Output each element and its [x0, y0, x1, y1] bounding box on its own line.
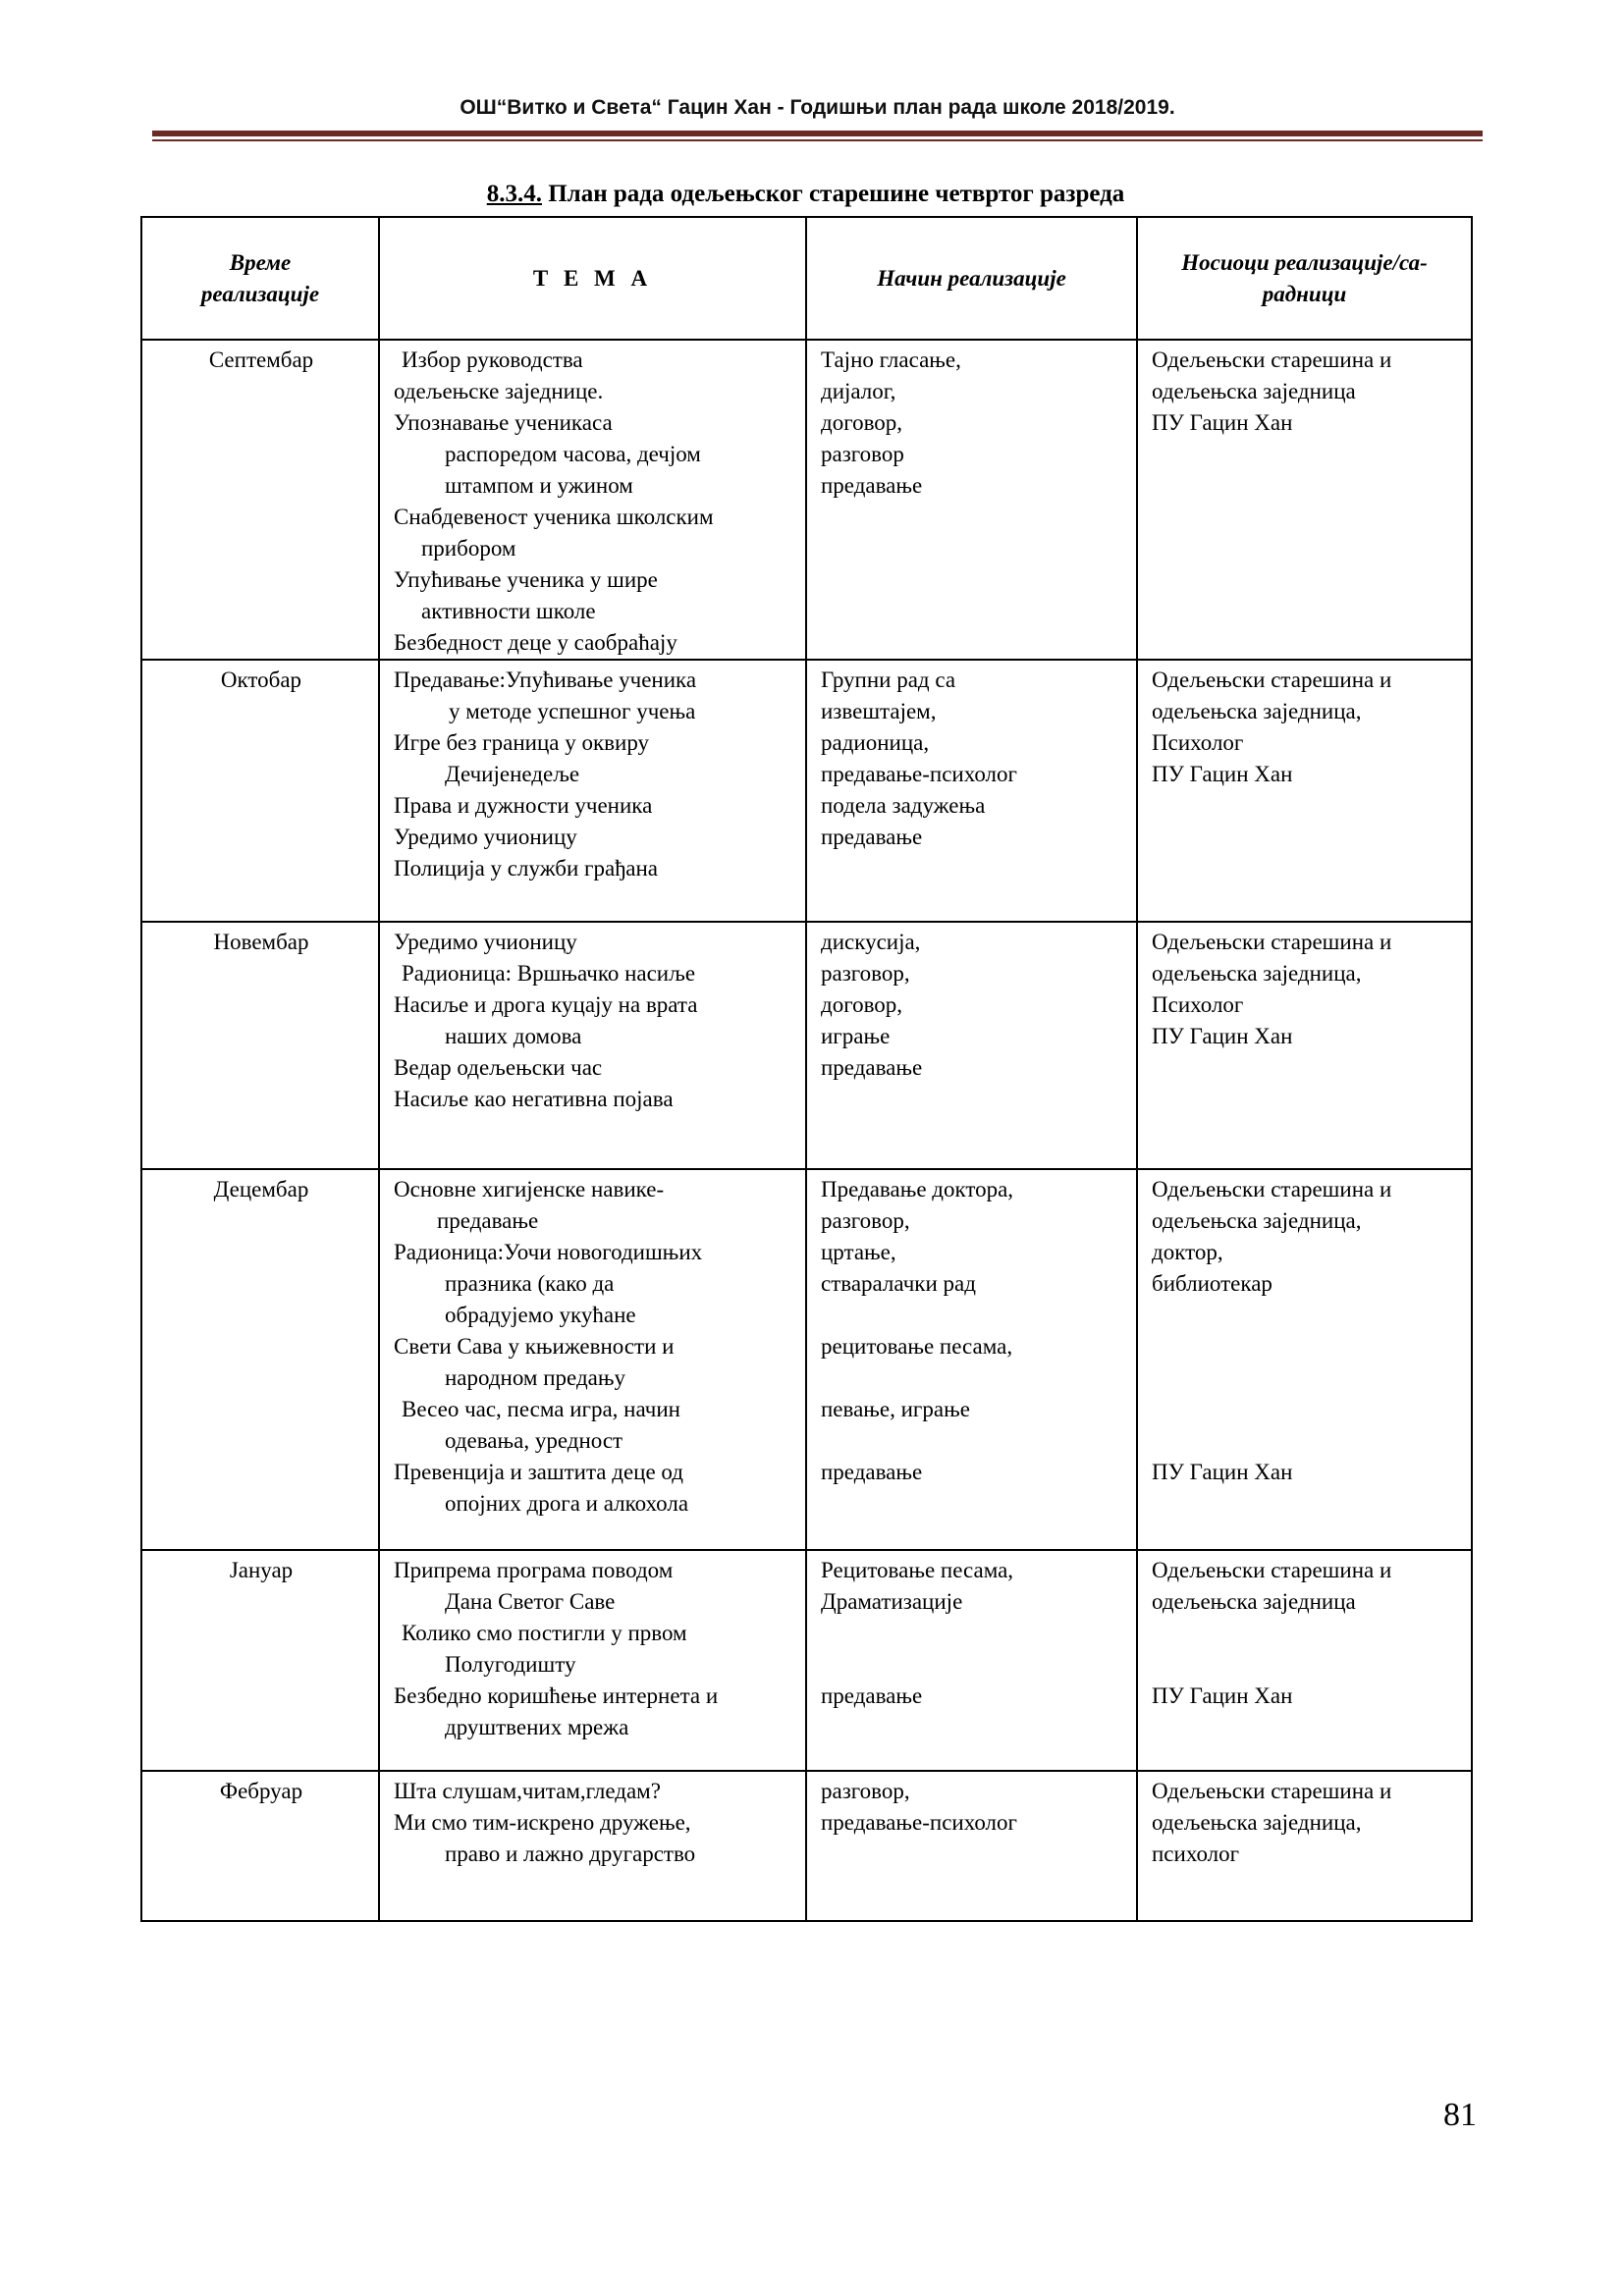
topic-line: опојних дрога и алкохола	[445, 1491, 689, 1516]
topic-line: Права и дужности ученика	[394, 793, 653, 818]
topic-line: Основне хигијенске навике-	[394, 1177, 665, 1201]
topic-line: Ведар одељењски час	[394, 1055, 603, 1080]
topic-line: Полугодишту	[445, 1652, 576, 1677]
topic-line: активности школе	[421, 599, 596, 623]
topic-line: Свети Сава у књижевности и	[394, 1334, 675, 1359]
method-line: Рецитовање песама,	[821, 1558, 1014, 1582]
method-cell	[806, 660, 1137, 922]
header-rule-thin	[152, 139, 1483, 141]
section-title	[140, 181, 1471, 208]
method-cell	[806, 1771, 1137, 1921]
topic-line: штампом и ужином	[445, 473, 633, 498]
topic-line: празника (како да	[445, 1271, 615, 1296]
method-line: Тајно гласање,	[821, 347, 961, 372]
carriers-cell	[1137, 340, 1472, 660]
method-line: цртање,	[821, 1240, 896, 1264]
method-line: подела задужења	[821, 793, 986, 818]
method-line: предавање	[821, 825, 923, 849]
carrier-line: одељењска заједница,	[1152, 1208, 1362, 1233]
table-row	[141, 1169, 1472, 1550]
method-line: Предавање доктора,	[821, 1177, 1014, 1201]
month-cell: Новембар	[141, 922, 379, 1169]
method-line	[821, 1362, 1124, 1394]
carrier-line	[1152, 1618, 1459, 1649]
month-cell: Јануар	[141, 1550, 379, 1771]
method-line: разговор,	[821, 1779, 910, 1803]
carrier-line	[1152, 1425, 1459, 1457]
carrier-line: ПУ Гацин Хан	[1152, 1460, 1293, 1484]
method-line: разговор,	[821, 961, 910, 986]
carrier-line: Психолог	[1152, 992, 1244, 1017]
method-line	[821, 1425, 1124, 1457]
method-line: разговор	[821, 442, 904, 466]
topic-line: Игре без граница у оквиру	[394, 730, 650, 755]
method-line: предавање	[821, 1683, 923, 1708]
topic-line: Насиље и дрога куцају на врата	[394, 992, 698, 1017]
method-line: договор,	[821, 992, 903, 1017]
table-row	[141, 1771, 1472, 1921]
carrier-line	[1152, 1362, 1459, 1394]
carrier-line: библиотекар	[1152, 1271, 1272, 1296]
method-line: радионица,	[821, 730, 930, 755]
topic-line: у методе успешног учења	[449, 699, 696, 723]
topic-line: Предавање:Упућивање ученика	[394, 667, 697, 692]
topic-line: наших домова	[445, 1024, 582, 1048]
method-line: предавање	[821, 1460, 923, 1484]
topic-line: Дечијенедеље	[445, 762, 580, 786]
table-row	[141, 340, 1472, 660]
topic-line: народном предању	[445, 1365, 625, 1390]
method-line: певање, играње	[821, 1397, 970, 1421]
carrier-line: Одељењски старешина и	[1152, 1177, 1392, 1201]
topic-line: Безбедност деце у саобраћају	[394, 630, 677, 655]
table-row	[141, 1550, 1472, 1771]
method-cell	[806, 1169, 1137, 1550]
topic-cell	[379, 1771, 806, 1921]
topic-line: Снабдевеност ученика школским	[394, 505, 714, 529]
topic-line: Радионица:Уочи новогодишњих	[394, 1240, 703, 1264]
topic-line: друштвених мрежа	[445, 1715, 629, 1739]
topic-line: Полиција у служби грађана	[394, 856, 659, 881]
carrier-line: Одељењски старешина и	[1152, 1779, 1392, 1803]
method-cell	[806, 340, 1137, 660]
carrier-line: ПУ Гацин Хан	[1152, 410, 1293, 435]
method-line: предавање-психолог	[821, 762, 1017, 786]
method-line: играње	[821, 1024, 891, 1048]
topic-cell	[379, 340, 806, 660]
topic-cell	[379, 1550, 806, 1771]
method-cell	[806, 1550, 1137, 1771]
topic-line: Дана Светог Саве	[445, 1589, 616, 1614]
carrier-line: одељењска заједница,	[1152, 961, 1362, 986]
topic-line: Колико смо постигли у првом	[402, 1621, 687, 1645]
topic-line: прибором	[421, 536, 516, 561]
topic-line: Шта слушам,читам,гледам?	[394, 1779, 661, 1803]
topic-line: Избор руководства	[402, 347, 583, 372]
method-line: разговор,	[821, 1208, 910, 1233]
carriers-cell	[1137, 922, 1472, 1169]
topic-line: Ми смо тим-искрено дружење,	[394, 1810, 691, 1835]
method-line: предавање-психолог	[821, 1810, 1017, 1835]
topic-cell	[379, 660, 806, 922]
topic-cell	[379, 922, 806, 1169]
month-cell: Октобар	[141, 660, 379, 922]
carrier-line	[1152, 1649, 1459, 1681]
column-header-carriers: Носиоци реализације/са- радници	[1137, 217, 1472, 340]
carrier-line: доктор,	[1152, 1240, 1223, 1264]
carrier-line	[1152, 1331, 1459, 1362]
carrier-line	[1152, 1300, 1459, 1331]
page-number: 81	[1443, 2097, 1477, 2133]
method-cell	[806, 922, 1137, 1169]
running-header: ОШ“Витко и Света“ Гацин Хан - Годишњи план рада школе 2018/2019.	[460, 96, 1175, 119]
method-line: дијалог,	[821, 379, 896, 403]
carrier-line: Одељењски старешина и	[1152, 667, 1392, 692]
carrier-line: психолог	[1152, 1842, 1240, 1866]
carrier-line: одељењска заједница	[1152, 379, 1356, 403]
carriers-cell	[1137, 1550, 1472, 1771]
section-title-text: План рада одељењског старешине четвртог разреда	[541, 181, 1125, 207]
topic-line: Превенција и заштита деце од	[394, 1460, 683, 1484]
topic-cell	[379, 1169, 806, 1550]
method-line: извештајем,	[821, 699, 937, 723]
topic-line: Радионица: Вршњачко насиље	[402, 961, 696, 986]
topic-line: одевања, уредност	[445, 1428, 623, 1453]
method-line: предавање	[821, 1055, 923, 1080]
carrier-line: Одељењски старешина и	[1152, 347, 1392, 372]
month-cell: Децембар	[141, 1169, 379, 1550]
carriers-cell	[1137, 660, 1472, 922]
topic-line: Упознавање ученикаса	[394, 410, 613, 435]
topic-line: Упућивање ученика у шире	[394, 567, 658, 592]
carriers-cell	[1137, 1169, 1472, 1550]
method-line: договор,	[821, 410, 903, 435]
table-row	[141, 660, 1472, 922]
method-line: Групни рад са	[821, 667, 956, 692]
topic-line: распоредом часова, дечјом	[445, 442, 701, 466]
method-line: стваралачки рад	[821, 1271, 976, 1296]
method-line: дискусија,	[821, 930, 921, 954]
plan-table	[140, 216, 1473, 1922]
topic-line: предавање	[437, 1208, 539, 1233]
carrier-line: Психолог	[1152, 730, 1244, 755]
method-line: рецитовање песама,	[821, 1334, 1013, 1359]
carrier-line: ПУ Гацин Хан	[1152, 762, 1293, 786]
table-row	[141, 922, 1472, 1169]
table-header-row	[141, 217, 1472, 340]
month-cell: Фебруар	[141, 1771, 379, 1921]
month-cell: Септембар	[141, 340, 379, 660]
method-line	[821, 1300, 1124, 1331]
carrier-line: Одељењски старешина и	[1152, 1558, 1392, 1582]
topic-line: Безбедно коришћење интернета и	[394, 1683, 719, 1708]
header-rule-thick	[152, 131, 1483, 136]
method-line	[821, 1618, 1124, 1649]
carrier-line: одељењска заједница,	[1152, 699, 1362, 723]
method-line: Драматизације	[821, 1589, 963, 1614]
topic-line: Уредимо учионицу	[394, 930, 577, 954]
column-header-method: Начин реализације	[806, 217, 1137, 340]
carriers-cell	[1137, 1771, 1472, 1921]
carrier-line: ПУ Гацин Хан	[1152, 1024, 1293, 1048]
topic-line: право и лажно другарство	[445, 1842, 696, 1866]
topic-line: одељењске заједнице.	[394, 379, 604, 403]
carrier-line: ПУ Гацин Хан	[1152, 1683, 1293, 1708]
section-number: 8.3.4.	[486, 181, 542, 207]
topic-line: Насиље као негативна појава	[394, 1087, 674, 1111]
carrier-line: одељењска заједница	[1152, 1589, 1356, 1614]
topic-line: обрадујемо укућане	[445, 1303, 636, 1327]
column-header-topic: Т Е М А	[379, 217, 806, 340]
topic-line: Весео час, песма игра, начин	[402, 1397, 680, 1421]
method-line: предавање	[821, 473, 923, 498]
carrier-line	[1152, 1394, 1459, 1425]
carrier-line: одељењска заједница,	[1152, 1810, 1362, 1835]
method-line	[821, 1649, 1124, 1681]
topic-line: Припрема програма поводом	[394, 1558, 674, 1582]
carrier-line: Одељењски старешина и	[1152, 930, 1392, 954]
topic-line: Уредимо учионицу	[394, 825, 577, 849]
column-header-time: Време реализације	[141, 217, 379, 340]
